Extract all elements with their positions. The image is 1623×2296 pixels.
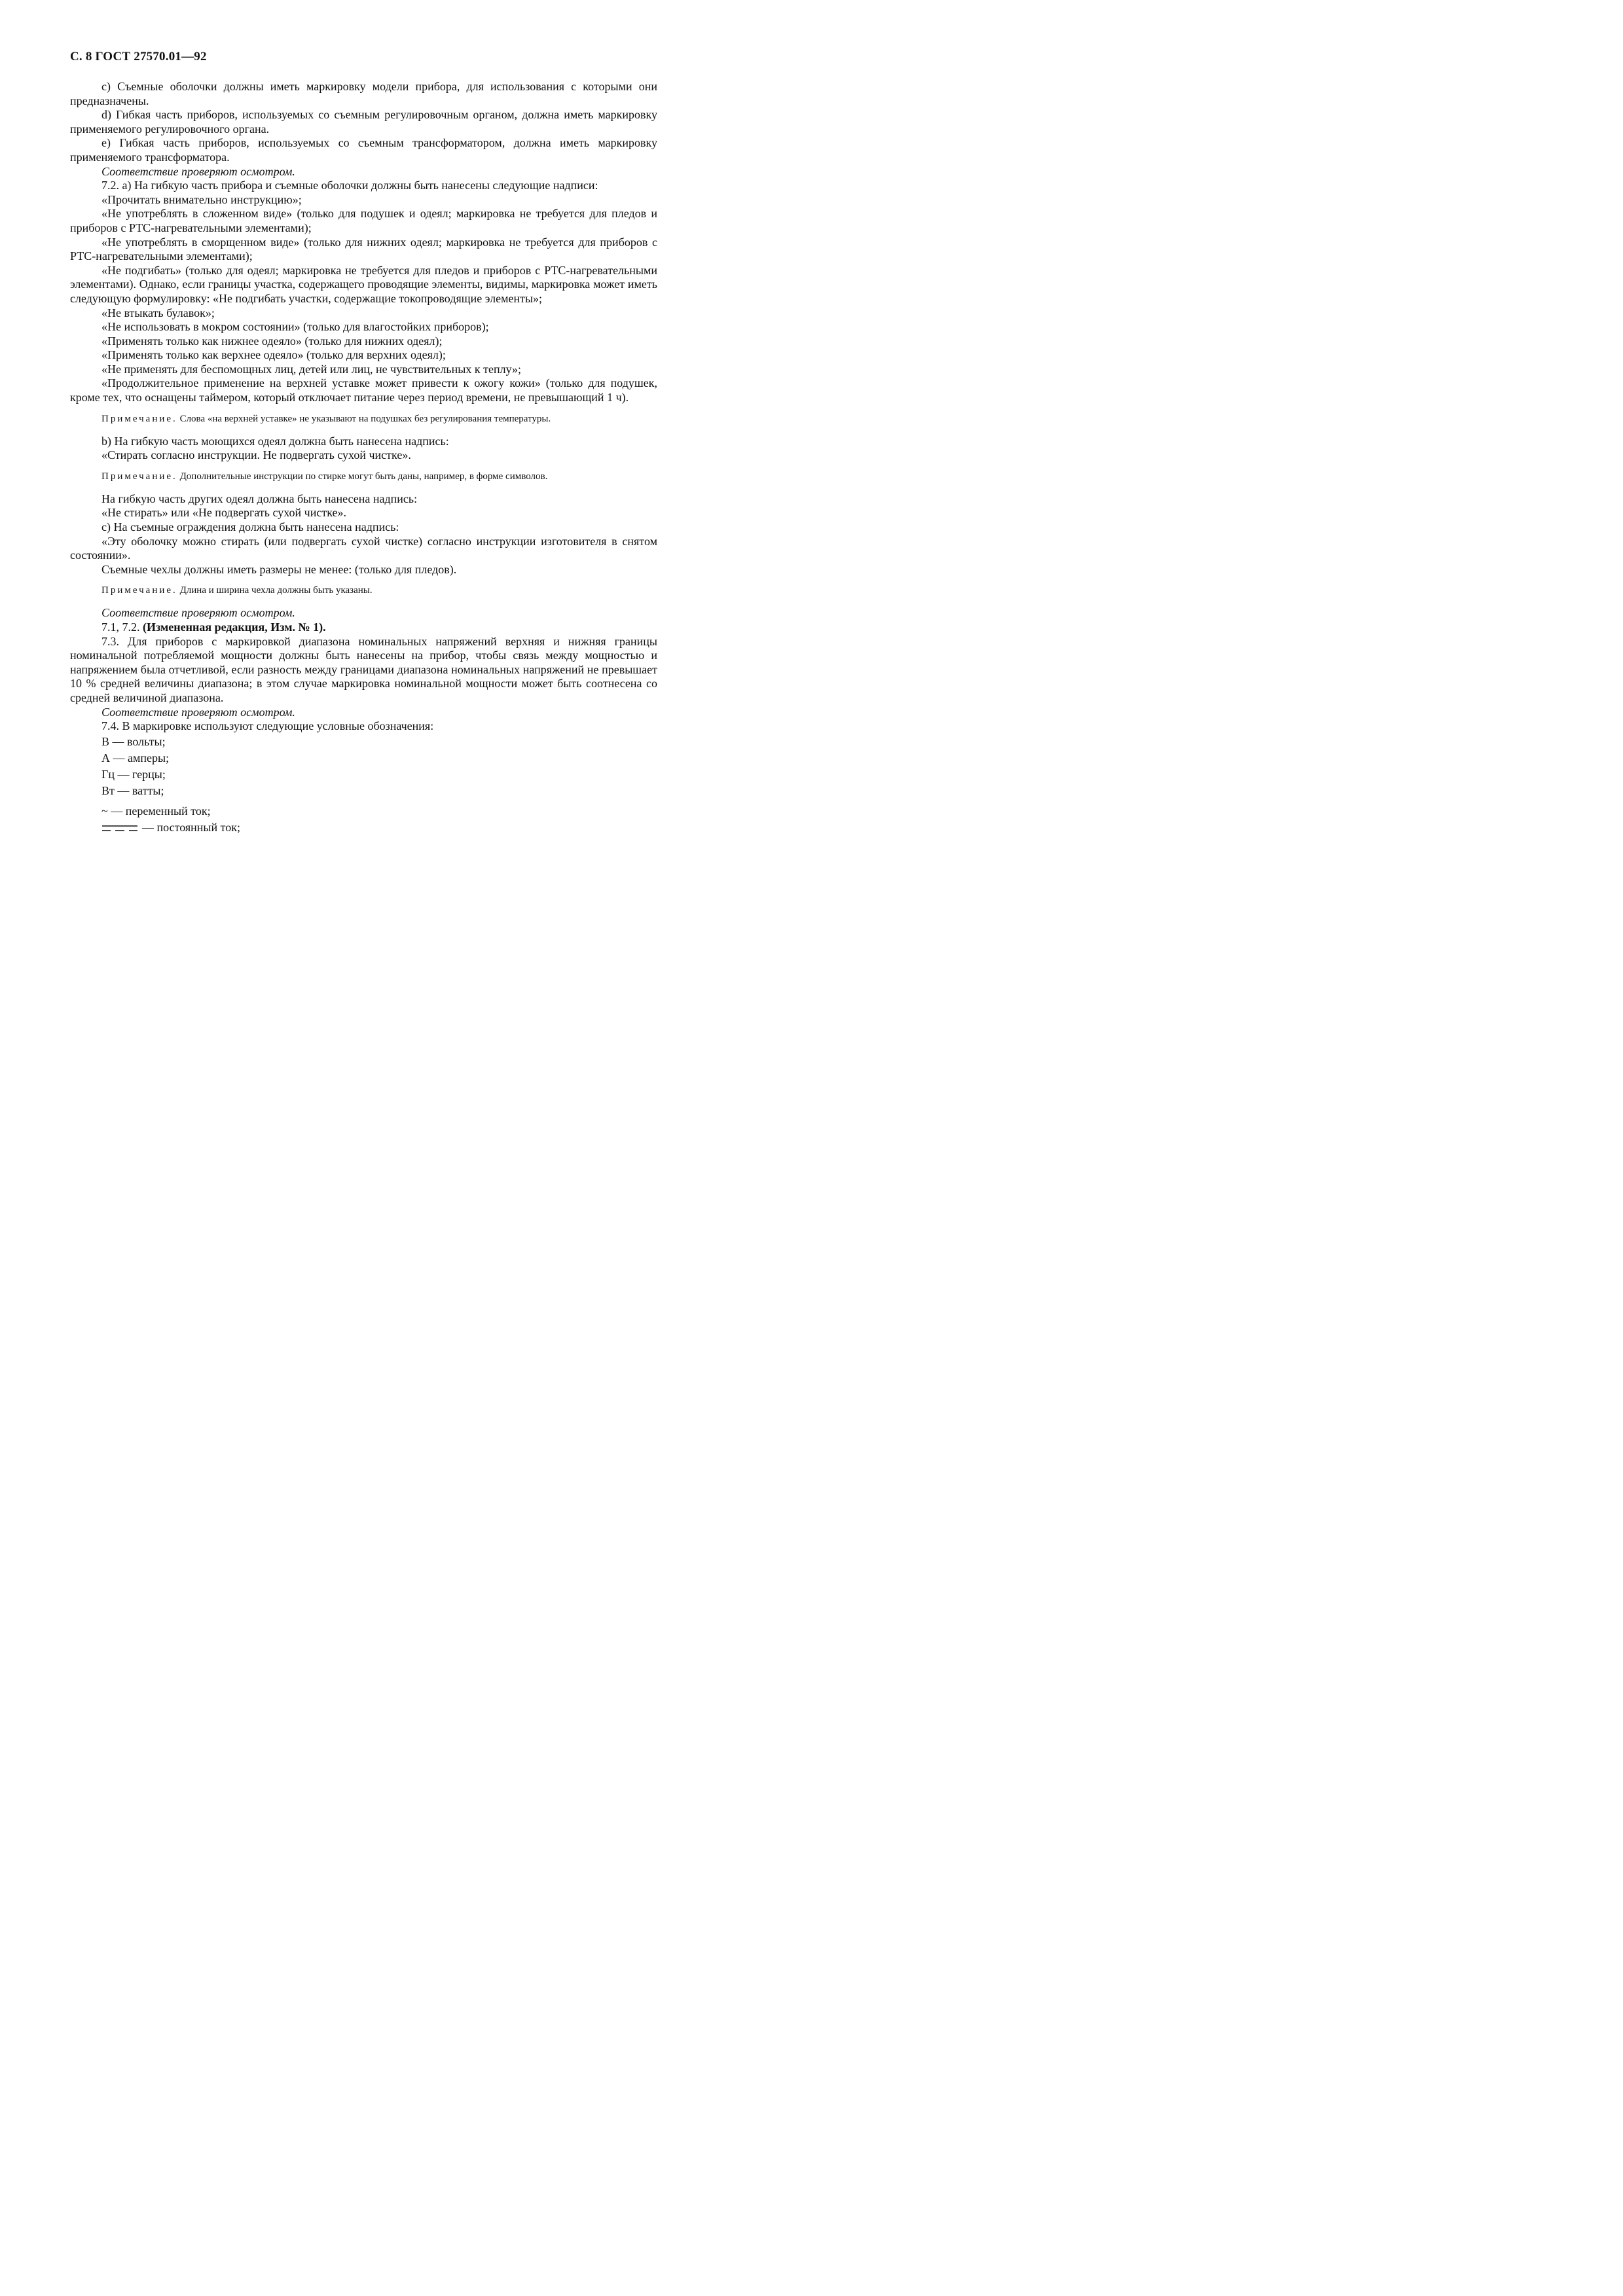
amendment-bold: (Измененная редакция, Изм. № 1).: [143, 620, 326, 634]
section-7-4: 7.4. В маркировке используют следующие условные обозначения:: [101, 719, 434, 733]
symbol-hertz: Гц — герцы;: [101, 767, 166, 781]
symbol-amperes: А — амперы;: [101, 751, 170, 764]
note-2: [70, 471, 657, 483]
compliance-check: Соответствие проверяют осмотром.: [101, 705, 295, 719]
inscription-item: «Не употреблять в сложенном виде» (только для подушек и одеял; маркировка не требуется для пледов и приборов с РТС-нагревательными элементами);: [70, 207, 657, 234]
section-7-2-a: 7.2. а) На гибкую часть прибора и съемные оболочки должны быть нанесены следующие надписи:: [101, 179, 598, 192]
symbol-volts: В — вольты;: [101, 734, 166, 748]
note-text: Дополнительные инструкции по стирке могут быть даны, например, в форме символов.: [179, 471, 548, 482]
note-1: [70, 413, 657, 425]
inscription-item: «Не применять для беспомощных лиц, детей или лиц, не чувствительных к теплу»;: [101, 362, 522, 376]
document-page: [0, 0, 723, 1022]
inscription-item: «Не употреблять в сморщенном виде» (только для нижних одеял; маркировка не требуется для приборов с РТС-нагревательными элементами);: [70, 235, 657, 263]
symbol-watts: Вт — ватты;: [101, 783, 164, 797]
document-body: [70, 80, 657, 836]
paragraph-other-blankets: На гибкую часть других одеял должна быть нанесена надпись:: [101, 492, 418, 505]
amendment-note: [70, 620, 657, 635]
inscription-item: «Не втыкать булавок»;: [101, 306, 215, 319]
paragraph-other-inscription: «Не стирать» или «Не подвергать сухой чистке».: [101, 506, 346, 520]
note-text: Слова «на верхней уставке» не указывают на подушках без регулирования температуры.: [179, 413, 551, 424]
note-label: Примечание.: [101, 471, 177, 482]
symbol-direct-current-text: — постоянный ток;: [142, 820, 241, 834]
inscription-item: «Продолжительное применение на верхней уставке может привести к ожогу кожи» (только для подушек, кроме тех, что оснащены таймером, который отключает питание через период времени, не превышающий 1 ч).: [70, 376, 657, 404]
paragraph-e: e) Гибкая часть приборов, используемых со съемным трансформатором, должна иметь маркировку применяемого трансформатора.: [70, 136, 657, 164]
paragraph-c: c) Съемные оболочки должны иметь маркировку модели прибора, для использования с которыми они предназначены.: [70, 80, 657, 107]
symbol-direct-current-line: [70, 819, 657, 836]
section-7-3: 7.3. Для приборов с маркировкой диапазона номинальных напряжений верхняя и нижняя границы номинальной потребляемой мощности должны быть нанесены на прибор, чтобы связь между мощностью и напряжением была отчетливой, если разность между границами диапазона номинальных напряжений не превышает 10 % средней величины диапазона; в этом случае маркировка номинальной мощности может быть соотнесена со средней величиной диапазона.: [70, 634, 657, 704]
inscription-item: «Применять только как верхнее одеяло» (только для верхних одеял);: [101, 348, 446, 362]
paragraph-c2: c) На съемные ограждения должна быть нанесена надпись:: [101, 520, 399, 534]
direct-current-icon: [101, 824, 138, 833]
symbol-alternating-current: ~ — переменный ток;: [101, 804, 211, 817]
inscription-item: «Не подгибать» (только для одеял; маркировка не требуется для пледов и приборов с РТС-нагревательными элементами). Однако, если границы участка, содержащего проводящие элементы, видимы, маркировка может иметь следующую формулировку: «Не подгибать участки, содержащие токопроводящие элементы»;: [70, 263, 657, 305]
compliance-check: Соответствие проверяют осмотром.: [101, 606, 295, 620]
inscription-item: «Применять только как нижнее одеяло» (только для нижних одеял);: [101, 334, 443, 348]
inscription-item: «Прочитать внимательно инструкцию»;: [101, 192, 302, 206]
paragraph-b: b) На гибкую часть моющихся одеял должна быть нанесена надпись:: [101, 434, 449, 448]
page-header: С. 8 ГОСТ 27570.01—92: [70, 50, 207, 63]
note-3: [70, 584, 657, 597]
amendment-ref: 7.1, 7.2.: [101, 620, 140, 634]
note-label: Примечание.: [101, 413, 177, 424]
inscription-item: «Не использовать в мокром состоянии» (только для влагостойких приборов);: [101, 320, 489, 334]
paragraph-covers: Съемные чехлы должны иметь размеры не менее: (только для пледов).: [101, 562, 457, 576]
note-label: Примечание.: [101, 585, 177, 596]
paragraph-d: d) Гибкая часть приборов, используемых со съемным регулировочным органом, должна иметь маркировку применяемого регулировочного органа.: [70, 108, 657, 135]
paragraph-c2-inscription: «Эту оболочку можно стирать (или подвергать сухой чистке) согласно инструкции изготовителя в снятом состоянии».: [70, 534, 657, 562]
compliance-check: Соответствие проверяют осмотром.: [101, 164, 295, 178]
paragraph-b-inscription: «Стирать согласно инструкции. Не подвергать сухой чистке».: [101, 448, 411, 462]
note-text: Длина и ширина чехла должны быть указаны.: [179, 585, 373, 596]
